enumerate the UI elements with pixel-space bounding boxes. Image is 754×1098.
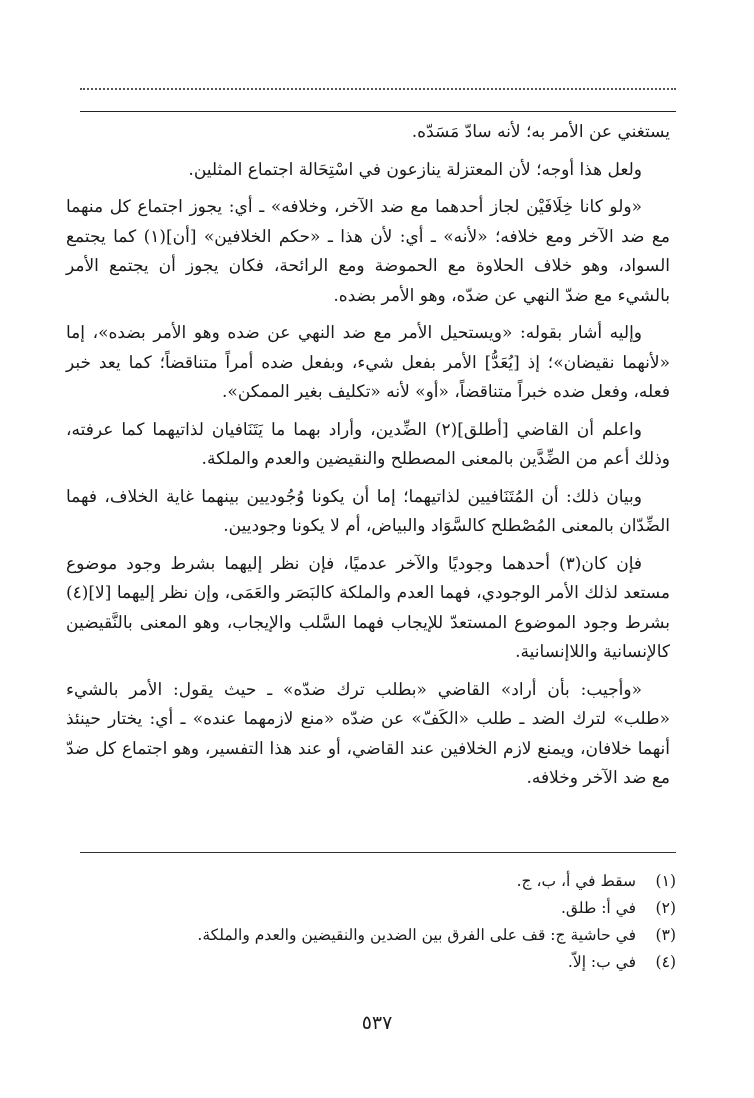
footnote-number: (١) [655, 872, 676, 890]
paragraph-4: وإليه أشار بقوله: «ويستحيل الأمر مع ضد النهي عن ضده وهو الأمر بضده»، إما «لأنهما نقيضان»؛ إذ [يُعَدُّ] الأمر بفعل شيء، وبفعل ضده أمراً متناقضاً؛ كما يعد خبر فعله، وفعل ضده خبراً متناقضاً، «أو» لأنه «تكليف بغير الممكن». [66, 323, 670, 402]
paragraph-1: يستغني عن الأمر به؛ لأنه سادّ مَسَدّه. [411, 122, 670, 142]
footnote-3 [80, 922, 676, 949]
footnote-text: في حاشية ج: قف على الفرق بين الضدين والنقيضين والعدم والملكة. [197, 926, 636, 944]
footnote-number: (٣) [655, 926, 676, 944]
paragraph-7: فإن كان(٣) أحدهما وجوديًا والآخر عدميًا، فإن نظر إليهما بشرط وجود موضوع مستعد لذلك الأمر الوجودي، فهما العدم والملكة كالبَصَر والعَمَى، وإن نظر إليهما [لا](٤) بشرط وجود الموضوع المستعدّ للإيجاب فهما السَّلب والإيجاب، وهو المعنى بالنَّقيضين كالإنسانية واللاإنسانية. [66, 553, 670, 662]
footnote-separator [80, 852, 676, 853]
header-rule [80, 111, 676, 112]
paragraph-5: واعلم أن القاضي [أطلق](٢) الضِّدين، وأراد بهما ما يَتَنَافيان لذاتيهما كما عرفته، وذلك أعم من الضِّدَّين بالمعنى المصطلح والنقيضين والعدم والملكة. [66, 419, 670, 469]
footnote-number: (٤) [655, 953, 676, 971]
paragraph-2: ولعل هذا أوجه؛ لأن المعتزلة ينازعون في اسْتِحَالة اجتماع المثلين. [188, 159, 642, 180]
page-number: ٥٣٧ [361, 1012, 393, 1034]
footnote-text: في أ: طلق. [560, 899, 636, 917]
footnotes [80, 868, 676, 976]
paragraph-6: وبيان ذلك: أن المُتَنَافيين لذاتيهما؛ إما أن يكونا وُجُوديين بينهما غاية الخلاف، فهما الضِّدّان بالمعنى المُصْطلح كالسَّوَاد والبياض، أم لا يكونا وجوديين. [66, 486, 670, 536]
main-text [66, 118, 670, 802]
header-dotted-line [80, 88, 676, 90]
paragraph-3: «ولو كانا خِلَافَيْن لجاز أحدهما مع ضد الآخر، وخلافه» ـ أي: يجوز اجتماع كل منهما مع ضد الآخر ومع خلافه؛ «لأنه» ـ أي: لأن هذا ـ «حكم الخلافين» [أن](١) كما يجتمع السواد، وهو خلاف الحلاوة مع الحموضة ومع الرائحة، فكان يجوز أن يجتمع الأمر بالشيء مع ضدّ النهي عن ضدّه، وهو الأمر بضده. [66, 197, 670, 306]
footnote-1 [80, 868, 676, 895]
footnote-text: في ب: إلاّ. [567, 953, 636, 971]
paragraph-8: «وأجيب: بأن أراد» القاضي «بطلب ترك ضدّه» ـ حيث يقول: الأمر بالشيء «طلب» لترك الضد ـ طلب «الكَفّ» عن ضدّه «منع لازمهما عنده» ـ أي: يختار حينئذ أنهما خلافان، ويمنع لازم الخلافين عند القاضي، أو عند هذا التفسير، وهو اجتماع كل ضدّ مع ضد الآخر وخلافه. [66, 679, 670, 788]
footnote-number: (٢) [655, 899, 676, 917]
footnote-2 [80, 895, 676, 922]
footnote-4 [80, 949, 676, 976]
footnote-text: سقط في أ، ب، ج. [516, 872, 636, 890]
